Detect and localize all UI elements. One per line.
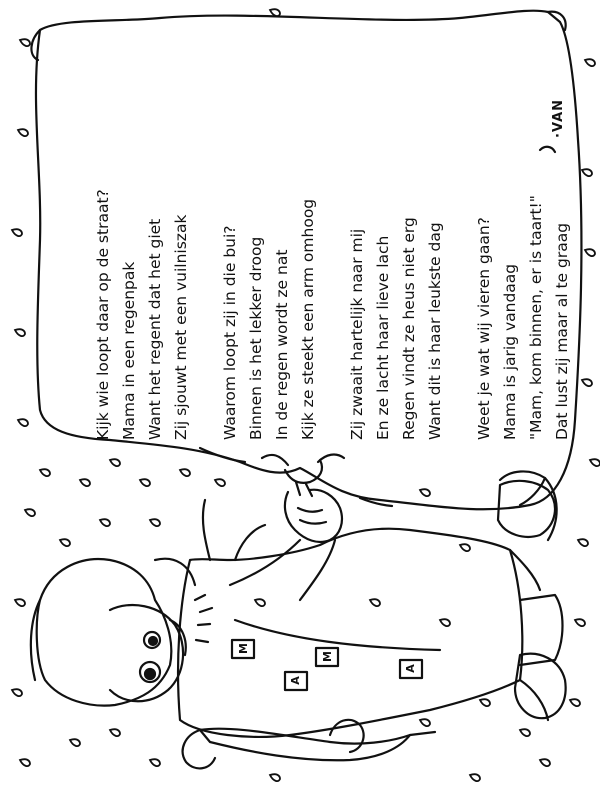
poem-line: Kijk wie loopt daar op de straat? [94, 189, 112, 440]
poem-line: Zij sjouwt met een vuilniszak [172, 214, 190, 440]
coat-letter-4: A [403, 664, 417, 673]
artist-signature: ·VAN [551, 98, 566, 138]
poem-line: Binnen is het lekker droog [247, 236, 265, 440]
poem-line: Zij zwaait hartelijk naar mij [348, 228, 366, 440]
poem-line: Mama is jarig vandaag [501, 263, 519, 440]
poem-line: In de regen wordt ze nat [273, 249, 291, 440]
poem-line: Mama in een regenpak [120, 261, 138, 440]
poem-line: Want het regent dat het giet [146, 218, 164, 440]
stanza-3 [344, 60, 448, 440]
poem-line: Waarom loopt zij in die bui? [221, 225, 239, 440]
poem [90, 60, 598, 440]
poem-line: Kijk ze steekt een arm omhoog [299, 198, 317, 440]
stanza-1 [90, 60, 194, 440]
coat-letter-2: A [288, 676, 302, 685]
poem-line: Weet je wat wij vieren gaan? [475, 217, 493, 440]
poem-area [50, 20, 600, 560]
coat-letter-3: M [320, 651, 334, 662]
stanza-2 [217, 60, 321, 440]
coat-letter-1: M [236, 643, 250, 654]
poem-line: "Mam, kom binnen, er is taart!" [527, 195, 545, 440]
poem-line: Regen vindt ze heus niet erg [400, 217, 418, 440]
poem-line: En ze lacht haar lieve lach [374, 235, 392, 440]
poem-line: Dat lust zij maar al te graag [553, 222, 571, 440]
poem-line: Want dit is haar leukste dag [426, 222, 444, 440]
